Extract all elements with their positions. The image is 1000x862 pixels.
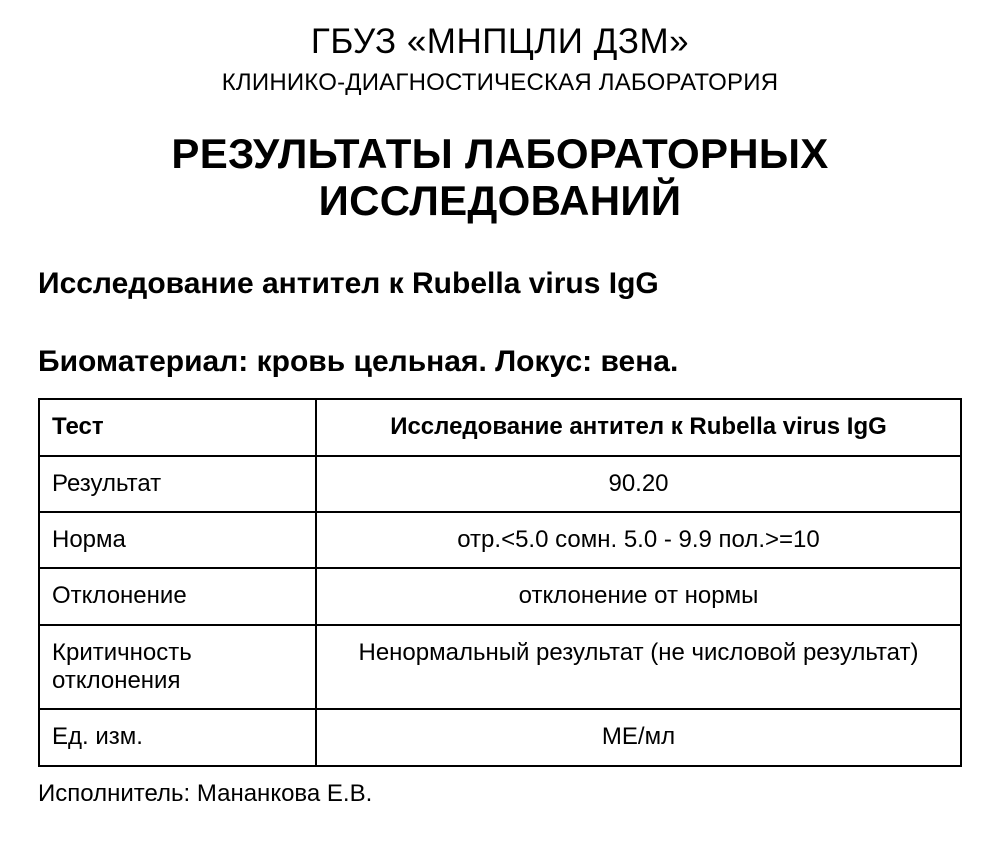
results-table	[38, 398, 962, 766]
row-label-norm: Норма	[39, 512, 316, 568]
table-row-test	[39, 399, 961, 455]
row-label-deviation: Отклонение	[39, 568, 316, 624]
row-label-result: Результат	[39, 456, 316, 512]
row-value-deviation: отклонение от нормы	[316, 568, 961, 624]
table-row-deviation	[39, 568, 961, 624]
row-value-norm: отр.<5.0 сомн. 5.0 - 9.9 пол.>=10	[316, 512, 961, 568]
table-row-norm	[39, 512, 961, 568]
table-row-result	[39, 456, 961, 512]
biomaterial-line: Биоматериал: кровь цельная. Локус: вена.	[38, 345, 679, 379]
table-row-units	[39, 709, 961, 765]
row-value-units: МЕ/мл	[316, 709, 961, 765]
organization-name: ГБУЗ «МНПЦЛИ ДЗМ»	[310, 22, 690, 61]
row-value-result: 90.20	[316, 456, 961, 512]
department-name: КЛИНИКО-ДИАГНОСТИЧЕСКАЯ ЛАБОРАТОРИЯ	[221, 69, 779, 97]
table-row-criticality	[39, 625, 961, 710]
document-title: РЕЗУЛЬТАТЫ ЛАБОРАТОРНЫХ ИССЛЕДОВАНИЙ	[171, 130, 829, 225]
executor-line: Исполнитель: Мананкова Е.В.	[38, 779, 373, 807]
row-value-test: Исследование антител к Rubella virus IgG	[316, 399, 961, 455]
row-label-criticality: Критичность отклонения	[39, 625, 316, 710]
row-label-units: Ед. изм.	[39, 709, 316, 765]
test-heading: Исследование антител к Rubella virus IgG	[38, 267, 659, 301]
row-label-test: Тест	[39, 399, 316, 455]
row-value-criticality: Ненормальный результат (не числовой результат)	[316, 625, 961, 710]
